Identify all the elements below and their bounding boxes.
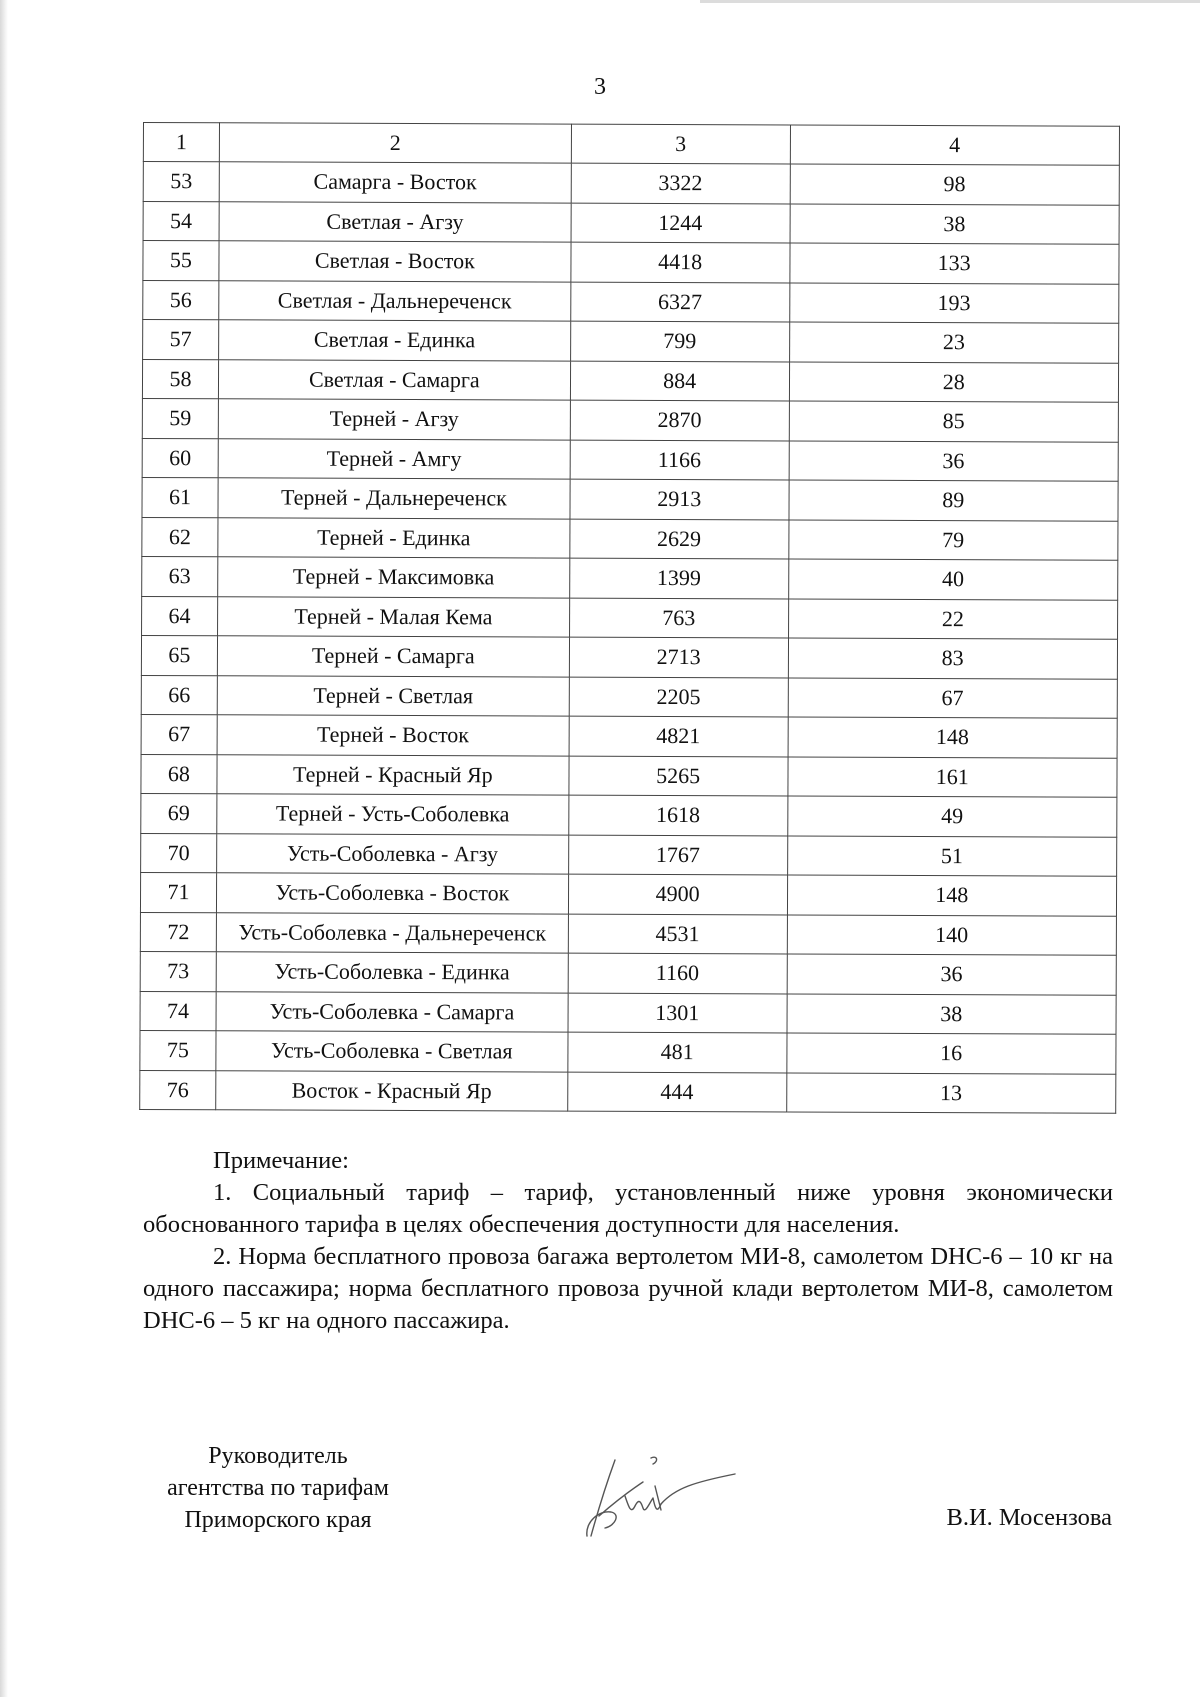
row-number-cell: 74 [140,991,216,1031]
table-row [142,596,1118,639]
column-number-1: 1 [143,123,219,162]
row-number-cell: 60 [142,438,218,478]
value-col4-cell: 140 [787,914,1117,955]
row-number-cell: 54 [143,201,219,241]
table-row [143,162,1119,205]
signer-position-line: Приморского края [184,1507,372,1533]
value-col3-cell: 481 [568,1032,787,1072]
handwritten-signature-icon [585,1452,745,1542]
row-number-cell: 53 [143,162,219,202]
row-number-cell: 68 [141,754,217,794]
value-col4-cell: 83 [788,638,1118,679]
value-col3-cell: 2629 [570,519,789,559]
value-col3-cell: 6327 [571,282,790,322]
value-col4-cell: 51 [787,835,1117,876]
value-col4-cell: 85 [789,401,1119,442]
value-col3-cell: 4418 [571,242,790,282]
table-row [142,477,1118,520]
value-col4-cell: 89 [788,480,1118,521]
route-cell: Восток - Красный Яр [216,1070,568,1111]
value-col3-cell: 763 [569,598,788,638]
route-cell: Усть-Соболевка - Единка [216,952,568,993]
tariff-table [139,122,1120,1114]
value-col4-cell: 148 [788,717,1118,758]
table-row [140,1070,1116,1113]
value-col3-cell: 1244 [571,203,790,243]
value-col3-cell: 5265 [569,756,788,796]
value-col3-cell: 2713 [569,637,788,677]
row-number-cell: 66 [141,675,217,715]
table-row [141,714,1117,757]
value-col4-cell: 40 [788,559,1118,600]
table-row [142,517,1118,560]
table-row [140,991,1116,1034]
route-cell: Терней - Красный Яр [217,754,569,795]
column-number-2: 2 [219,123,571,163]
row-number-cell: 65 [141,635,217,675]
route-cell: Терней - Единка [218,517,570,558]
route-cell: Терней - Максимовка [218,557,570,598]
route-cell: Светлая - Самарга [218,359,570,400]
route-cell: Терней - Малая Кема [217,596,569,637]
table-row [140,872,1116,915]
value-col4-cell: 28 [789,361,1119,402]
row-number-cell: 64 [142,596,218,636]
value-col4-cell: 23 [789,322,1119,363]
table-row [142,438,1118,481]
route-cell: Терней - Амгу [218,438,570,479]
note-item-1: 1. Социальный тариф – тариф, установленный ниже уровня экономически обоснованного тарифа в целях обеспечения доступности для населения. [143,1179,1113,1238]
row-number-cell: 71 [140,872,216,912]
table-row [142,556,1118,599]
signer-position-line: агентства по тарифам [167,1475,389,1501]
table-row [140,951,1116,994]
scan-top-edge [700,0,1200,3]
signer-position [128,1440,428,1536]
row-number-cell: 61 [142,477,218,517]
value-col3-cell: 444 [568,1072,787,1112]
value-col4-cell: 16 [786,1033,1116,1074]
row-number-cell: 58 [142,359,218,399]
row-number-cell: 73 [140,951,216,991]
value-col3-cell: 799 [570,321,789,361]
value-col3-cell: 3322 [571,163,790,203]
route-cell: Терней - Светлая [217,675,569,716]
table-row [141,833,1117,876]
table-row [143,280,1119,323]
value-col3-cell: 884 [570,361,789,401]
note-item-2: 2. Норма бесплатного провоза багажа вертолетом МИ-8, самолетом DHC-6 – 10 кг на одного пассажира; норма бесплатного провоза ручной клади вертолетом МИ-8, самолетом DHC-6 – 5 кг на одного пассажира. [143,1243,1113,1334]
value-col3-cell: 1399 [570,558,789,598]
value-col4-cell: 98 [790,164,1120,205]
route-cell: Светлая - Восток [219,241,571,282]
table-row [140,912,1116,955]
value-col3-cell: 1301 [568,993,787,1033]
row-number-cell: 67 [141,714,217,754]
route-cell: Усть-Соболевка - Самарга [216,991,568,1032]
value-col4-cell: 49 [787,796,1117,837]
signer-position-line: Руководитель [208,1443,348,1469]
value-col4-cell: 38 [790,203,1120,244]
value-col4-cell: 36 [789,440,1119,481]
value-col3-cell: 2913 [570,479,789,519]
table-row [141,793,1117,836]
value-col3-cell: 1160 [568,953,787,993]
signer-name: В.И. Мосензова [946,1504,1112,1531]
scan-shadow-edge [0,0,8,1697]
route-cell: Терней - Самарга [217,636,569,677]
value-col4-cell: 38 [787,993,1117,1034]
route-cell: Терней - Восток [217,715,569,756]
value-col3-cell: 1767 [568,835,787,875]
route-cell: Терней - Агзу [218,399,570,440]
value-col3-cell: 1166 [570,440,789,480]
notes-section [143,1145,1113,1337]
value-col4-cell: 13 [786,1072,1116,1113]
route-cell: Усть-Соболевка - Светлая [216,1031,568,1072]
table-row [143,320,1119,363]
value-col4-cell: 67 [788,677,1118,718]
value-col4-cell: 161 [787,756,1117,797]
row-number-cell: 63 [142,556,218,596]
value-col4-cell: 148 [787,875,1117,916]
column-number-4: 4 [790,125,1120,165]
table-row [141,635,1117,678]
page-number: 3 [594,74,606,100]
value-col4-cell: 22 [788,598,1118,639]
value-col4-cell: 36 [787,954,1117,995]
table-row [142,359,1118,402]
notes-title: Примечание: [213,1147,349,1174]
route-cell: Терней - Усть-Соболевка [217,794,569,835]
value-col3-cell: 1618 [569,795,788,835]
row-number-cell: 69 [141,793,217,833]
table-row [140,1030,1116,1073]
table-row [143,241,1119,284]
row-number-cell: 72 [140,912,216,952]
value-col3-cell: 4531 [568,914,787,954]
value-col3-cell: 2870 [570,400,789,440]
table-header-row [143,123,1119,166]
value-col3-cell: 2205 [569,677,788,717]
value-col3-cell: 4821 [569,716,788,756]
row-number-cell: 56 [143,280,219,320]
row-number-cell: 55 [143,241,219,281]
table-row [143,201,1119,244]
route-cell: Усть-Соболевка - Агзу [217,833,569,874]
value-col4-cell: 193 [789,282,1119,323]
row-number-cell: 70 [141,833,217,873]
route-cell: Терней - Дальнереченск [218,478,570,519]
row-number-cell: 59 [142,398,218,438]
row-number-cell: 75 [140,1030,216,1070]
row-number-cell: 57 [143,320,219,360]
route-cell: Самарга - Восток [219,162,571,203]
route-cell: Усть-Соболевка - Восток [216,873,568,914]
table-row [141,754,1117,797]
column-number-3: 3 [571,124,790,164]
value-col4-cell: 79 [788,519,1118,560]
value-col4-cell: 133 [789,243,1119,284]
route-cell: Светлая - Дальнереченск [219,280,571,321]
route-cell: Усть-Соболевка - Дальнереченск [216,912,568,953]
table-row [142,398,1118,441]
route-cell: Светлая - Единка [218,320,570,361]
row-number-cell: 62 [142,517,218,557]
route-cell: Светлая - Агзу [219,201,571,242]
table-row [141,675,1117,718]
value-col3-cell: 4900 [568,874,787,914]
row-number-cell: 76 [140,1070,216,1110]
